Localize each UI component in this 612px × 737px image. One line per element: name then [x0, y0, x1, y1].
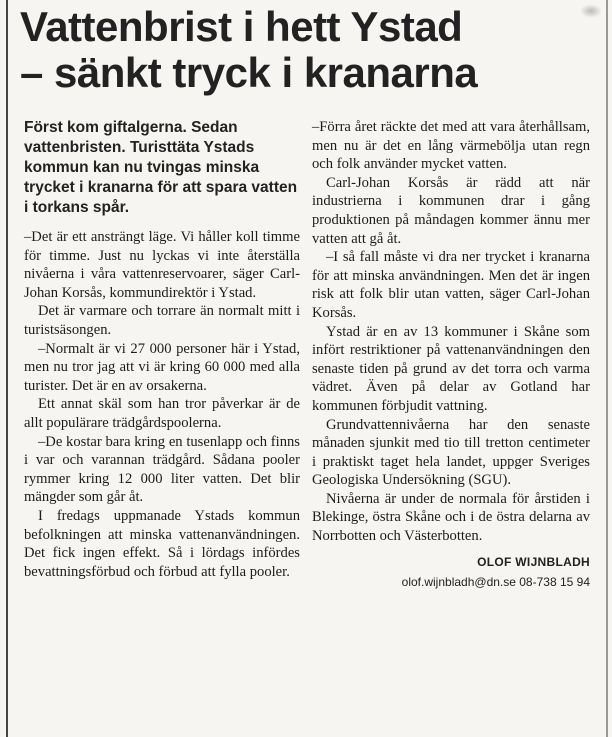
headline-line-2: – sänkt tryck i kranarna	[20, 49, 478, 96]
left-column	[24, 118, 300, 581]
author-byline: OLOF WIJNBLADH	[477, 554, 590, 569]
right-column	[312, 118, 590, 590]
article-lead: Först kom giftalgerna. Sedan vattenbristen. Turisttäta Ystads kommun kan nu tvingas minska trycket i kranarna för att spara vatten i torkans spår.	[24, 119, 298, 216]
body-paragraph: –Förra året räckte det med att vara återhållsam, men nu är det en lång värmebölja utan regn och folk använder mycket vatten.	[312, 119, 590, 173]
author-contact: olof.wijnbladh@dn.se 08-738 15 94	[401, 574, 590, 589]
body-paragraph: Grundvattennivåerna har den senaste månaden sjunkit med tio till tretton centimeter i praktiskt taget hela landet, uppger Sveriges Geologiska Undersökning (SGU).	[312, 416, 590, 489]
body-paragraph: Det är varmare och torrare än normalt mitt i turistsäsongen.	[24, 303, 300, 338]
body-paragraph: –I så fall måste vi dra ner trycket i kranarna för att minska användningen. Men det är ingen risk att folk blir utan vatten, säger Carl-Johan Korsås.	[312, 249, 590, 321]
body-paragraph: I fredags uppmanade Ystads kommun befolkningen att minska vattenanvändningen. Det fick ingen effekt. Så i lördags infördes bevattningsförbud och förbud att fylla pooler.	[24, 507, 300, 580]
body-paragraph: –De kostar bara kring en tusenlapp och finns i var och varannan trädgård. Sådana pooler rymmer kring 12 000 liter vatten. Det blir mängder som går åt.	[24, 433, 300, 506]
body-paragraph: Ystad är en av 13 kommuner i Skåne som infört restriktioner på vattenanvändningen den senaste tiden på grund av det torra och varma vädret. Även på delar av Gotland har kommunen förbjudit vattning.	[312, 323, 590, 414]
body-paragraph: Carl-Johan Korsås är rädd att när industrierna i kommunen drar i gång produktionen på måndagen kommer ännu mer vatten att gå åt.	[312, 174, 590, 247]
article-headline	[20, 4, 600, 96]
clipping-left-edge	[6, 0, 8, 737]
headline-line-1: Vattenbrist i hett Ystad	[20, 3, 463, 50]
body-paragraph: –Det är ett ansträngt läge. Vi håller koll timme för timme. Just nu lyckas vi inte återställa nivåerna i våra vattenreservoarer, säger Carl-Johan Korsås, kommundirektör i Ystad.	[24, 229, 300, 301]
clipping-right-edge	[606, 0, 608, 737]
body-paragraph: Ett annat skäl som han tror påverkar är de allt populärare trädgårdspoolerna.	[24, 396, 300, 431]
body-paragraph: Nivåerna är under de normala för årstiden i Blekinge, östra Skåne och i de östra delarna av Norrbotten och Västerbotten.	[312, 490, 590, 545]
body-paragraph: –Normalt är vi 27 000 personer här i Ystad, men nu tror jag att vi är kring 60 000 med alla turister. Det är en av orsakerna.	[24, 340, 300, 394]
